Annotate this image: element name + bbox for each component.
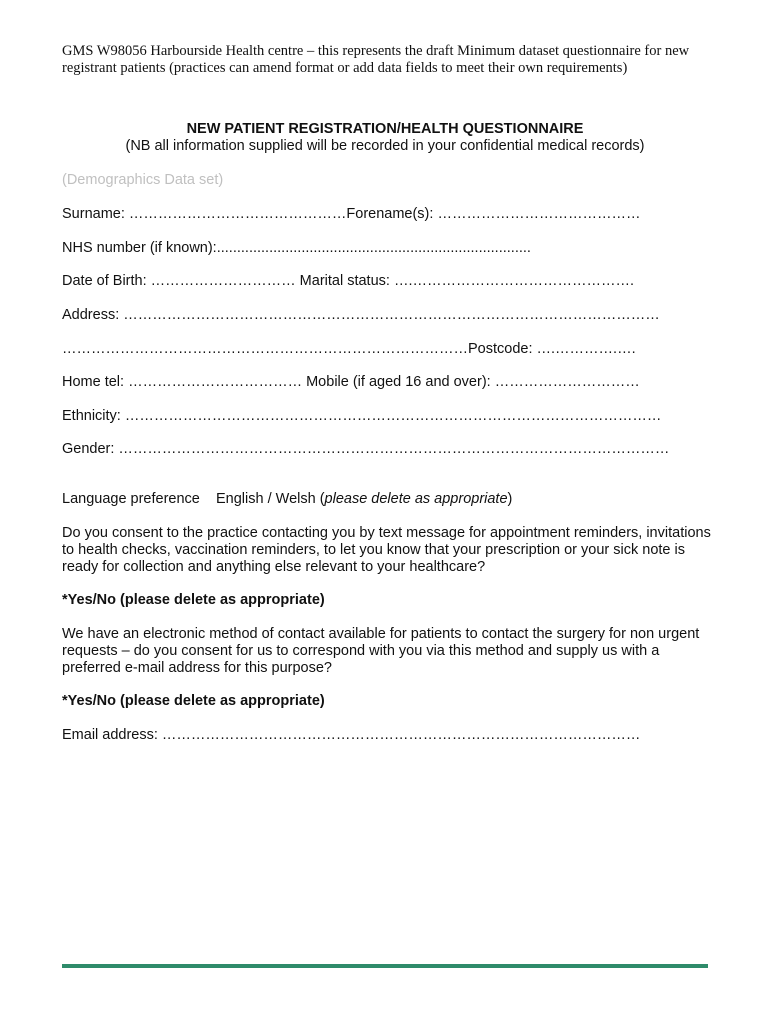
surname-forename-field[interactable]: Surname: ………………………………………Forename(s): …………………………………… <box>62 206 641 222</box>
footer-rule <box>62 964 708 968</box>
dob-marital-field[interactable]: Date of Birth: ………………………… Marital status: ….………………………………………. <box>62 273 635 289</box>
nhs-number-field[interactable]: NHS number (if known):.............................................................................. <box>62 240 531 256</box>
language-preference[interactable] <box>62 491 512 508</box>
form-subtitle: (NB all information supplied will be recorded in your confidential medical records) <box>125 138 645 154</box>
telephone-field[interactable]: Home tel: ……………………………… Mobile (if aged 16 and over): ………………………… <box>62 374 640 390</box>
sms-consent-text: Do you consent to the practice contacting you by text message for appointment reminders, invitations to health checks, vaccination reminders, to let you know that your prescription or your sick note is ready for collection and anything else relevant to your healthcare? <box>62 525 711 575</box>
address-postcode-field[interactable]: …………………………………………………………………………Postcode: ….………….…. <box>62 341 636 357</box>
language-note: please delete as appropriate <box>324 491 508 507</box>
language-close: ) <box>507 491 513 507</box>
email-address-field[interactable]: Email address: ……………………………………………………………………………………… <box>62 727 641 743</box>
gender-field[interactable]: Gender: …………………………………………………………………………………………………… <box>62 441 670 457</box>
email-consent-answer[interactable]: *Yes/No (please delete as appropriate) <box>62 693 325 709</box>
language-options[interactable]: English / Welsh ( <box>216 491 325 507</box>
sms-consent-answer[interactable]: *Yes/No (please delete as appropriate) <box>62 592 325 608</box>
language-label: Language preference <box>62 491 200 507</box>
address-field[interactable]: Address: ………………………………………………………………………………………………… <box>62 307 660 323</box>
title-block <box>62 121 708 155</box>
header-note: GMS W98056 Harbourside Health centre – this represents the draft Minimum dataset questionnaire for new registrant patients (practices can amend format or add data fields to meet their own requirements) <box>62 43 690 76</box>
email-consent-text: We have an electronic method of contact available for patients to contact the surgery for non urgent requests – do you consent for us to correspond with you via this method and supply us with a preferred e-mail address for this purpose? <box>62 626 700 676</box>
form-title: NEW PATIENT REGISTRATION/HEALTH QUESTIONNAIRE <box>186 121 584 137</box>
ethnicity-field[interactable]: Ethnicity: ………………………………………………………………………………………………… <box>62 408 662 424</box>
section-label: (Demographics Data set) <box>62 172 224 188</box>
